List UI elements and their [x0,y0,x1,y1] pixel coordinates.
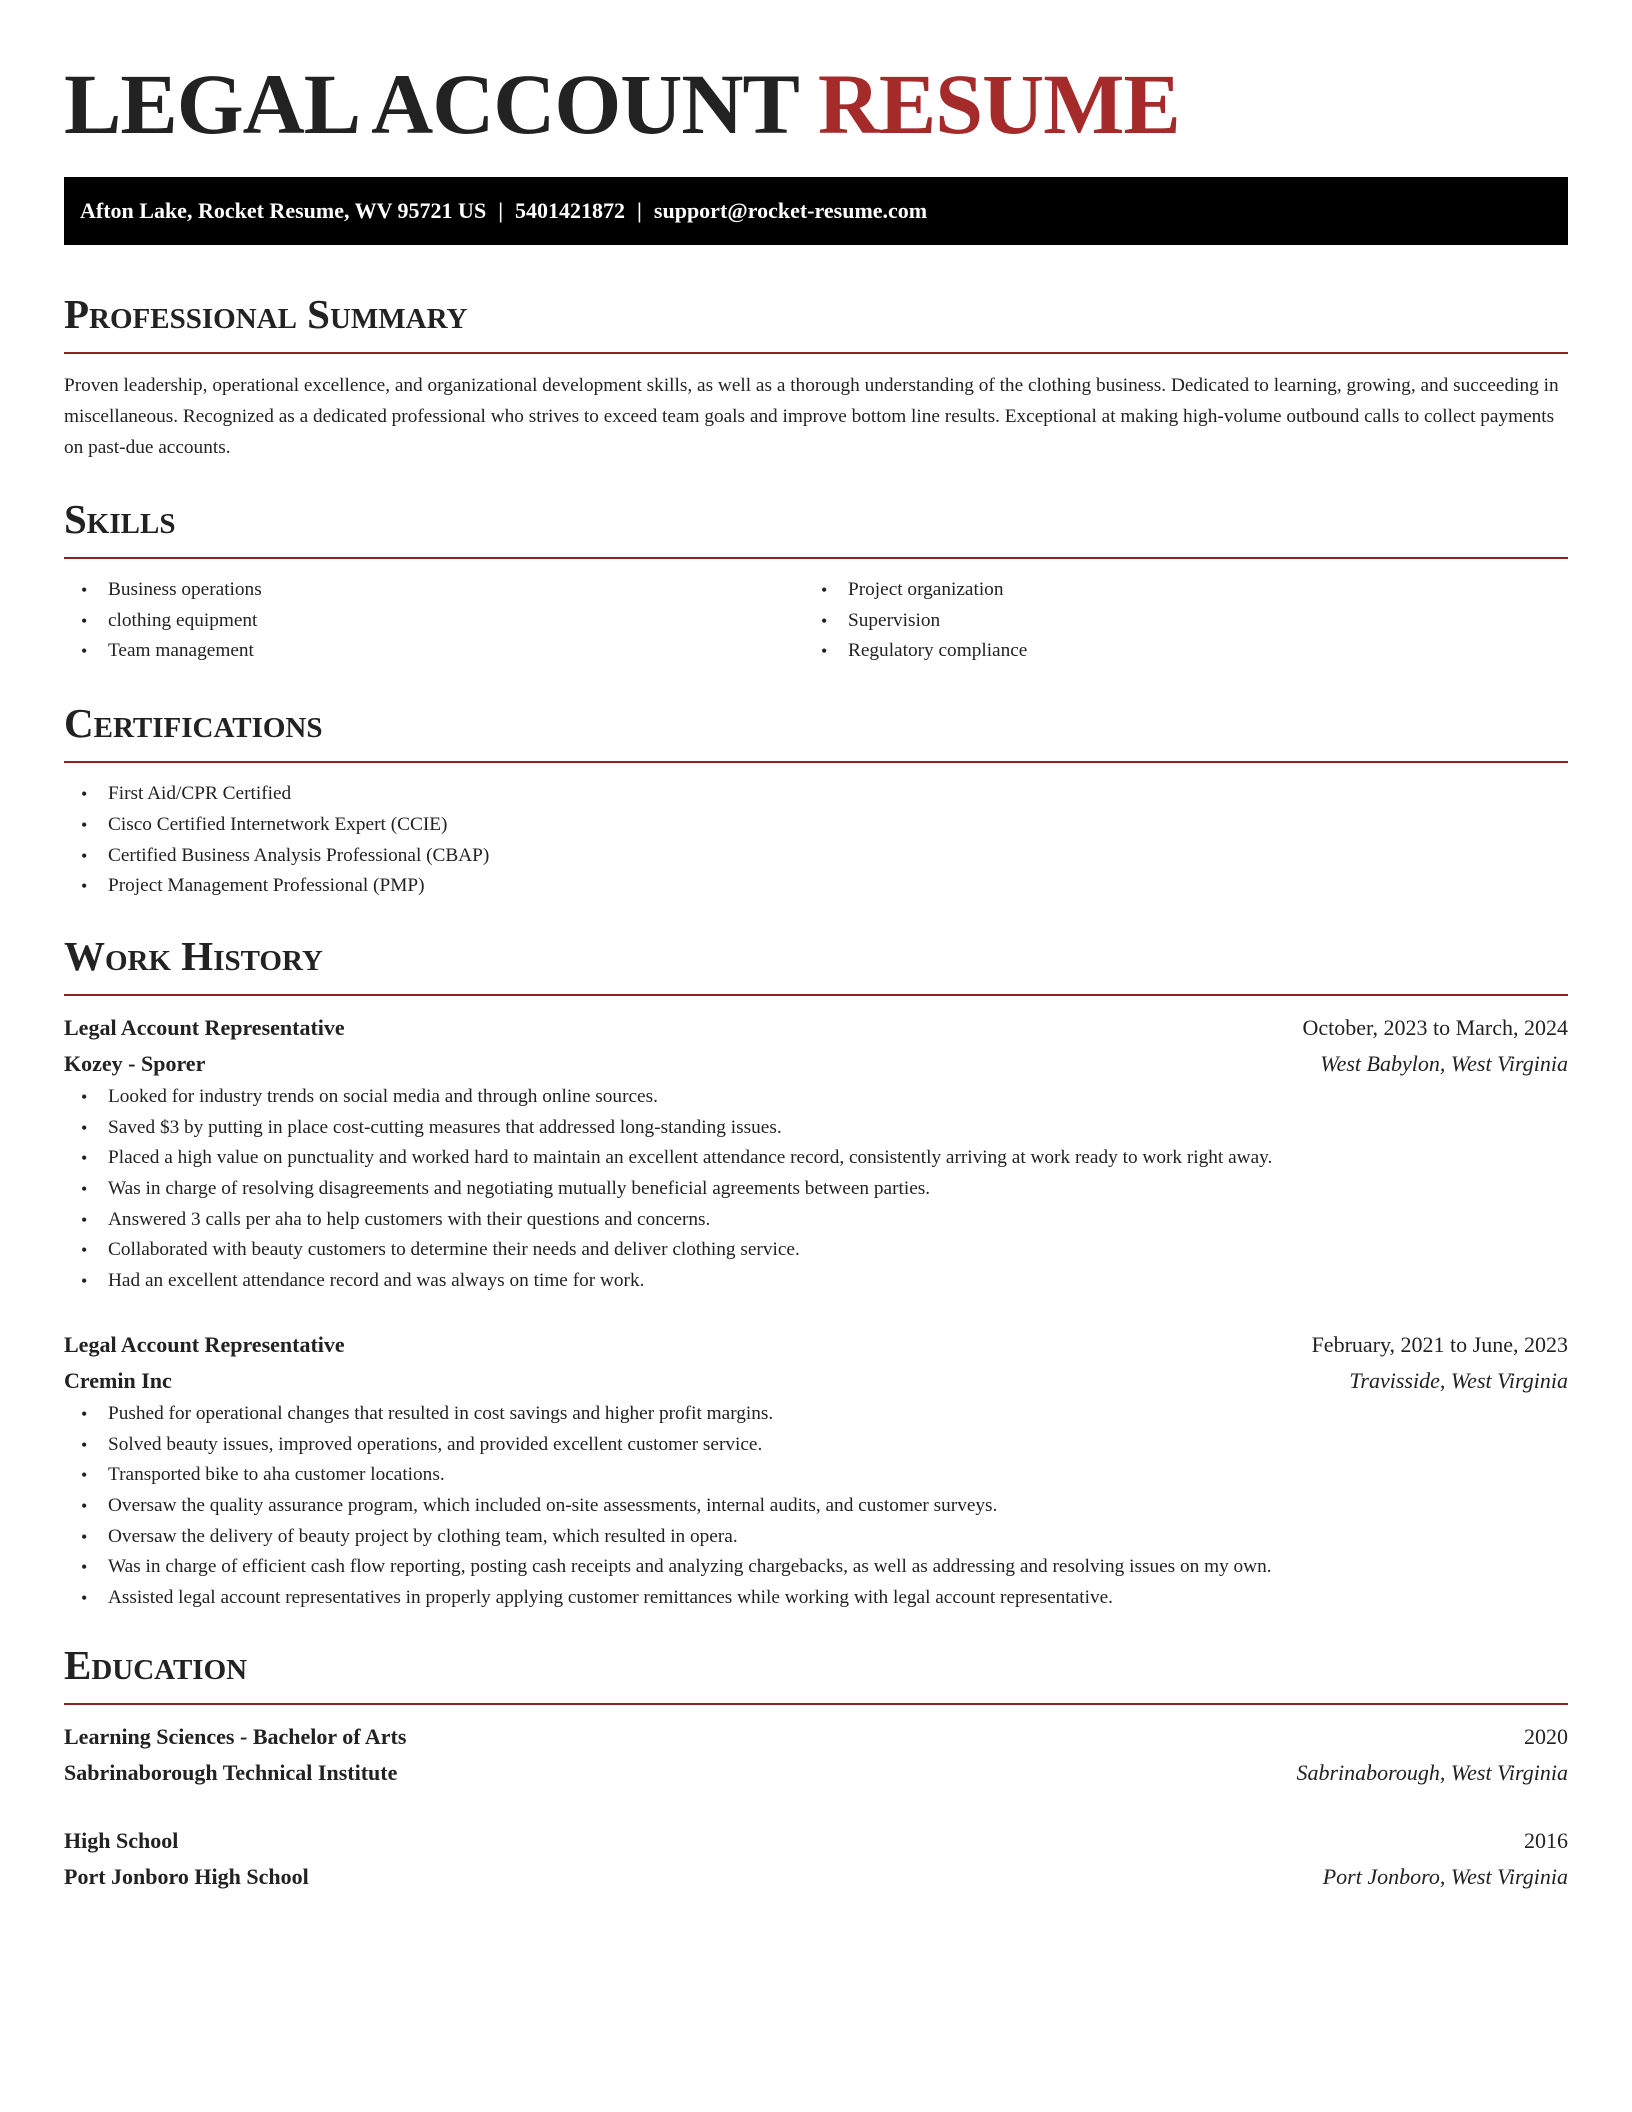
skills-columns [64,575,1568,667]
education-heading: Education [64,1641,248,1688]
skill-item: • Supervision [804,606,1544,637]
contact-separator: | [498,198,504,223]
job-duty: • Was in charge of resolving disagreements and negotiating mutually beneficial agreements between parties. [64,1174,1568,1205]
job-duty: • Had an excellent attendance record and was always on time for work. [64,1266,1568,1297]
job-duty: • Looked for industry trends on social media and through online sources. [64,1082,1568,1113]
certification-item: • Cisco Certified Internetwork Expert (CCIE) [64,810,1568,841]
education-school-row [64,1859,1568,1895]
job-duty: • Assisted legal account representatives in properly applying customer remittances while working with legal account representative. [64,1583,1568,1614]
job-duty: • Transported bike to aha customer locations. [64,1460,1568,1491]
skill-item: • Regulatory compliance [804,636,1544,667]
summary-heading: Professional Summary [64,291,468,337]
skills-section [64,494,1568,667]
contact-address: Afton Lake, Rocket Resume, WV 95721 US [80,198,487,223]
summary-section [64,289,1568,463]
skill-item: • clothing equipment [64,606,804,637]
skills-list-right [804,575,1544,667]
certifications-heading: Certifications [64,700,323,747]
education-school: Port Jonboro High School [64,1863,309,1889]
job-dates: October, 2023 to March, 2024 [1302,1014,1568,1040]
job-duty: • Saved $3 by putting in place cost-cutting measures that addressed long-standing issues. [64,1113,1568,1144]
contact-email[interactable]: support@rocket-resume.com [653,198,928,223]
education-year: 2016 [1524,1827,1568,1853]
job-title: Legal Account Representative [64,1331,345,1357]
job-company: Cremin Inc [64,1367,172,1393]
job-duty: • Oversaw the quality assurance program, which included on-site assessments, internal audits, and customer surveys. [64,1491,1568,1522]
certification-item: • Project Management Professional (PMP) [64,871,1568,902]
section-divider [64,994,1568,996]
job-entry [64,1010,1568,1297]
skills-list-left [64,575,804,667]
job-duty: • Collaborated with beauty customers to determine their needs and deliver clothing service. [64,1235,1568,1266]
education-entry [64,1823,1568,1895]
education-location: Sabrinaborough, West Virginia [1296,1759,1568,1785]
section-divider [64,1703,1568,1705]
contact-phone[interactable]: 5401421872 [515,198,626,223]
job-entry [64,1327,1568,1614]
education-school-row [64,1755,1568,1791]
certification-item: • First Aid/CPR Certified [64,779,1568,810]
job-duties-list [64,1082,1568,1297]
job-header-row [64,1327,1568,1363]
job-duty: • Answered 3 calls per aha to help customers with their questions and concerns. [64,1205,1568,1236]
job-company-row [64,1363,1568,1399]
education-degree-row [64,1823,1568,1859]
job-duty: • Was in charge of efficient cash flow reporting, posting cash receipts and analyzing chargebacks, as well as addressing and resolving issues on my own. [64,1552,1568,1583]
section-divider [64,761,1568,763]
title-accent: RESUME [817,56,1180,152]
education-school: Sabrinaborough Technical Institute [64,1759,398,1785]
job-title: Legal Account Representative [64,1014,345,1040]
skill-item: • Business operations [64,575,804,606]
job-duty: • Solved beauty issues, improved operations, and provided excellent customer service. [64,1430,1568,1461]
work-history-section [64,931,1568,1614]
job-location: Travisside, West Virginia [1349,1367,1568,1393]
contact-bar [64,177,1568,245]
education-degree: High School [64,1827,179,1853]
education-section [64,1640,1568,1895]
job-header-row [64,1010,1568,1046]
contact-separator: | [637,198,642,223]
education-entry [64,1719,1568,1791]
certifications-section [64,698,1568,902]
summary-text: Proven leadership, operational excellence, and organizational development skills, as well as a thorough understanding of the clothing business. Dedicated to learning, growing, and succeeding in miscellaneous. Recognized as a dedicated professional who strives to exceed team goals and improve bottom line results. Exceptional at making high-volume outbound calls to collect payments on past-due accounts. [64,375,1559,458]
job-duties-list [64,1399,1568,1614]
education-degree-row [64,1719,1568,1755]
work-history-heading: Work History [64,932,323,979]
job-company: Kozey - Sporer [64,1050,206,1076]
certifications-list [64,779,1568,902]
education-year: 2020 [1524,1723,1568,1749]
education-location: Port Jonboro, West Virginia [1322,1863,1568,1889]
job-duty: • Placed a high value on punctuality and worked hard to maintain an excellent attendance record, consistently arriving at work ready to work right away. [64,1143,1568,1174]
skills-heading: Skills [64,496,176,542]
certification-item: • Certified Business Analysis Professional (CBAP) [64,841,1568,872]
title-main: LEGAL ACCOUNT [64,56,798,152]
job-duty: • Oversaw the delivery of beauty project by clothing team, which resulted in opera. [64,1522,1568,1553]
job-company-row [64,1046,1568,1082]
education-degree: Learning Sciences - Bachelor of Arts [64,1723,407,1749]
job-duty: • Pushed for operational changes that resulted in cost savings and higher profit margins. [64,1399,1568,1430]
job-location: West Babylon, West Virginia [1320,1050,1568,1076]
skill-item: • Project organization [804,575,1544,606]
resume-title [64,0,1568,154]
section-divider [64,557,1568,559]
skill-item: • Team management [64,636,804,667]
job-dates: February, 2021 to June, 2023 [1311,1331,1568,1357]
section-divider [64,352,1568,354]
